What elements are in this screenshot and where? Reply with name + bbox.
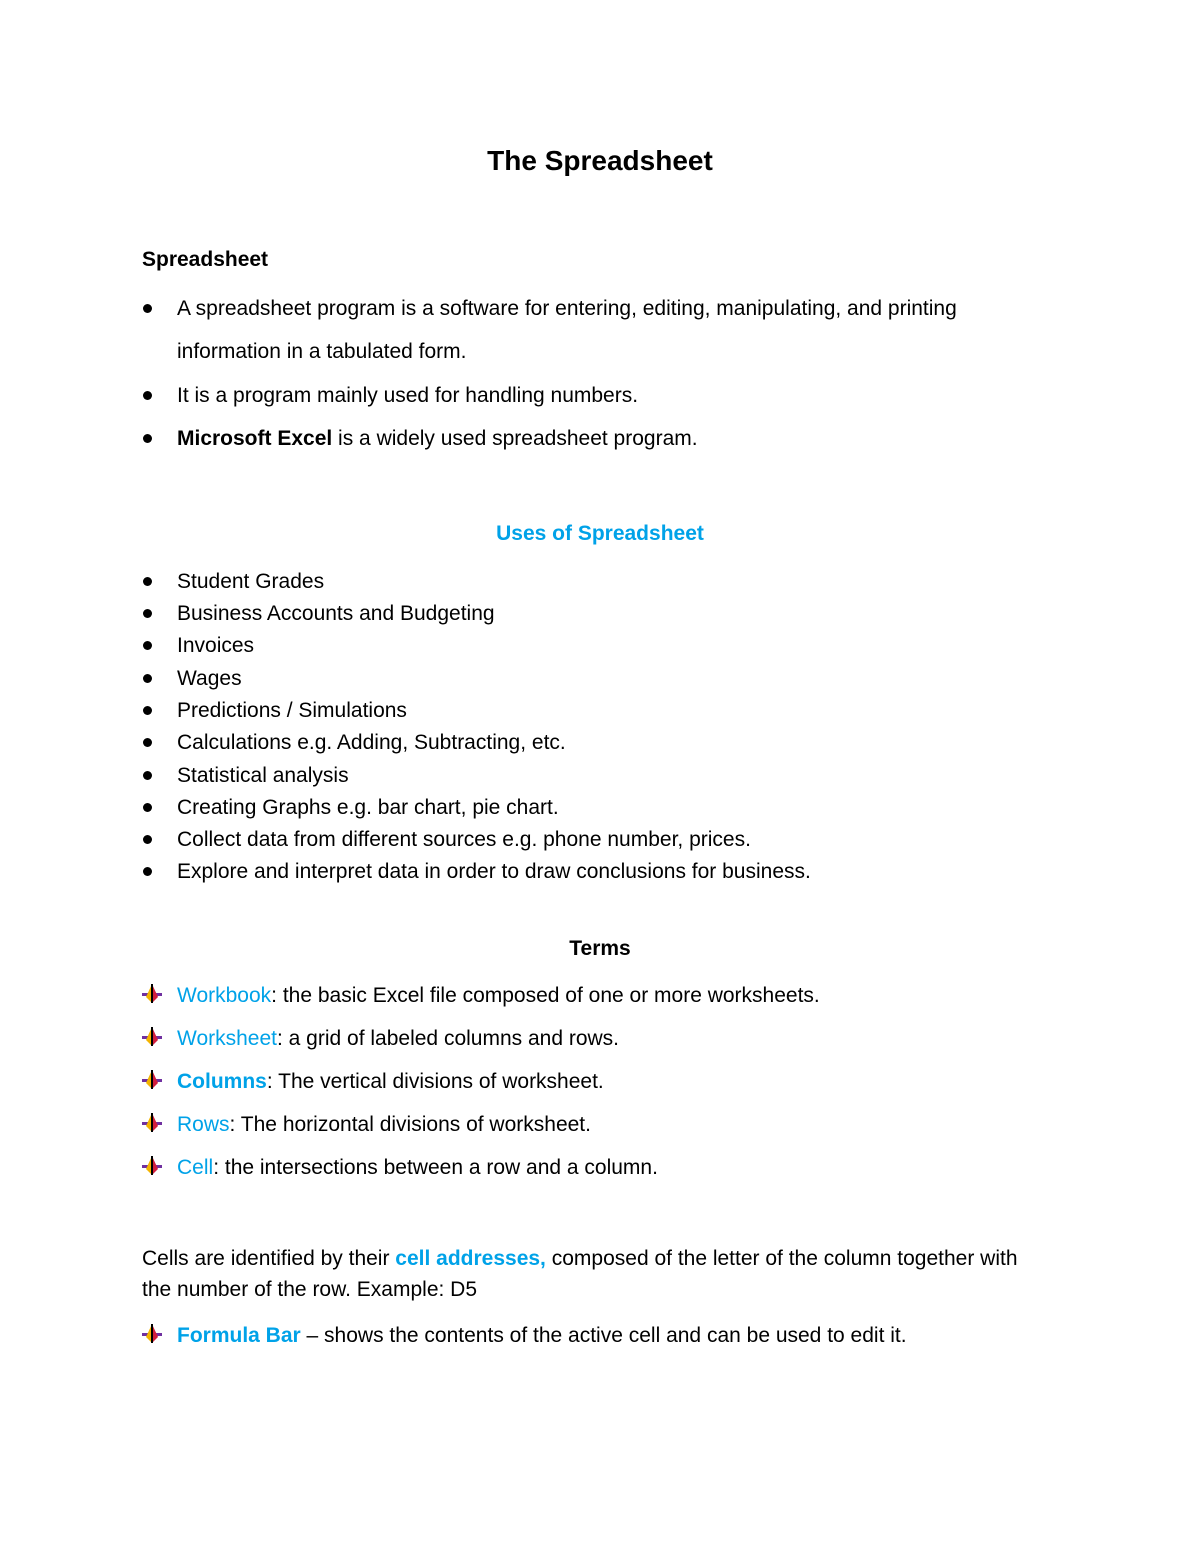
spreadsheet-heading: Spreadsheet <box>142 248 269 271</box>
bullet-dot <box>143 867 152 876</box>
term-label: Cell <box>177 1156 214 1179</box>
bullet-dot <box>143 803 152 812</box>
term-definition: : a grid of labeled columns and rows. <box>277 1027 620 1050</box>
list-item: Wages <box>177 667 242 690</box>
list-item-continuation: information in a tabulated form. <box>177 340 467 363</box>
arrow-down-icon <box>140 1155 164 1177</box>
bullet-dot <box>143 304 152 313</box>
term-label: Rows <box>177 1113 230 1136</box>
term-columns <box>177 1071 604 1092</box>
list-item: Business Accounts and Budgeting <box>177 602 495 625</box>
bullet-dot <box>143 706 152 715</box>
bullet-dot <box>143 738 152 747</box>
bullet-dot <box>143 641 152 650</box>
term-definition: : the intersections between a row and a column. <box>213 1156 658 1179</box>
list-item: Student Grades <box>177 570 325 593</box>
terms-heading: Terms <box>569 937 631 960</box>
paragraph-text: composed of the letter of the column together with <box>545 1247 1018 1270</box>
list-item: It is a program mainly used for handling numbers. <box>177 384 639 407</box>
bullet-dot <box>143 391 152 400</box>
list-item <box>177 428 698 449</box>
list-item: Explore and interpret data in order to draw conclusions for business. <box>177 860 811 883</box>
term-rows <box>177 1114 591 1135</box>
excel-name: Microsoft Excel <box>177 427 333 450</box>
cell-address-paragraph-line1 <box>142 1248 1018 1269</box>
term-cell <box>177 1157 658 1178</box>
cell-address-paragraph-line2: the number of the row. Example: D5 <box>142 1278 478 1301</box>
list-item: Calculations e.g. Adding, Subtracting, etc. <box>177 731 566 754</box>
term-label: Worksheet <box>177 1027 277 1050</box>
bullet-dot <box>143 674 152 683</box>
bullet-dot <box>143 577 152 586</box>
excel-description: is a widely used spreadsheet program. <box>332 427 698 450</box>
list-item: Collect data from different sources e.g. phone number, prices. <box>177 828 751 851</box>
term-label: Workbook <box>177 984 272 1007</box>
term-definition: : The vertical divisions of worksheet. <box>266 1070 604 1093</box>
bullet-dot <box>143 434 152 443</box>
term-workbook <box>177 985 820 1006</box>
list-item: A spreadsheet program is a software for entering, editing, manipulating, and printing <box>177 297 957 320</box>
bullet-dot <box>143 771 152 780</box>
list-item: Creating Graphs e.g. bar chart, pie chart. <box>177 796 559 819</box>
uses-heading: Uses of Spreadsheet <box>496 522 704 545</box>
term-definition: – shows the contents of the active cell and can be used to edit it. <box>300 1324 907 1347</box>
term-definition: : The horizontal divisions of worksheet. <box>229 1113 591 1136</box>
page-title: The Spreadsheet <box>487 145 713 176</box>
paragraph-text: Cells are identified by their <box>142 1247 396 1270</box>
arrow-down-icon <box>140 983 164 1005</box>
arrow-down-icon <box>140 1069 164 1091</box>
cell-addresses-highlight: cell addresses, <box>395 1247 546 1270</box>
term-label: Formula Bar <box>177 1324 301 1347</box>
term-worksheet <box>177 1028 619 1049</box>
term-definition: : the basic Excel file composed of one or more worksheets. <box>271 984 820 1007</box>
formula-bar-term <box>177 1325 907 1346</box>
term-label: Columns <box>177 1070 267 1093</box>
list-item: Statistical analysis <box>177 764 349 787</box>
bullet-dot <box>143 835 152 844</box>
bullet-dot <box>143 609 152 618</box>
list-item: Invoices <box>177 634 255 657</box>
list-item: Predictions / Simulations <box>177 699 407 722</box>
arrow-down-icon <box>140 1323 164 1345</box>
arrow-down-icon <box>140 1112 164 1134</box>
arrow-down-icon <box>140 1026 164 1048</box>
